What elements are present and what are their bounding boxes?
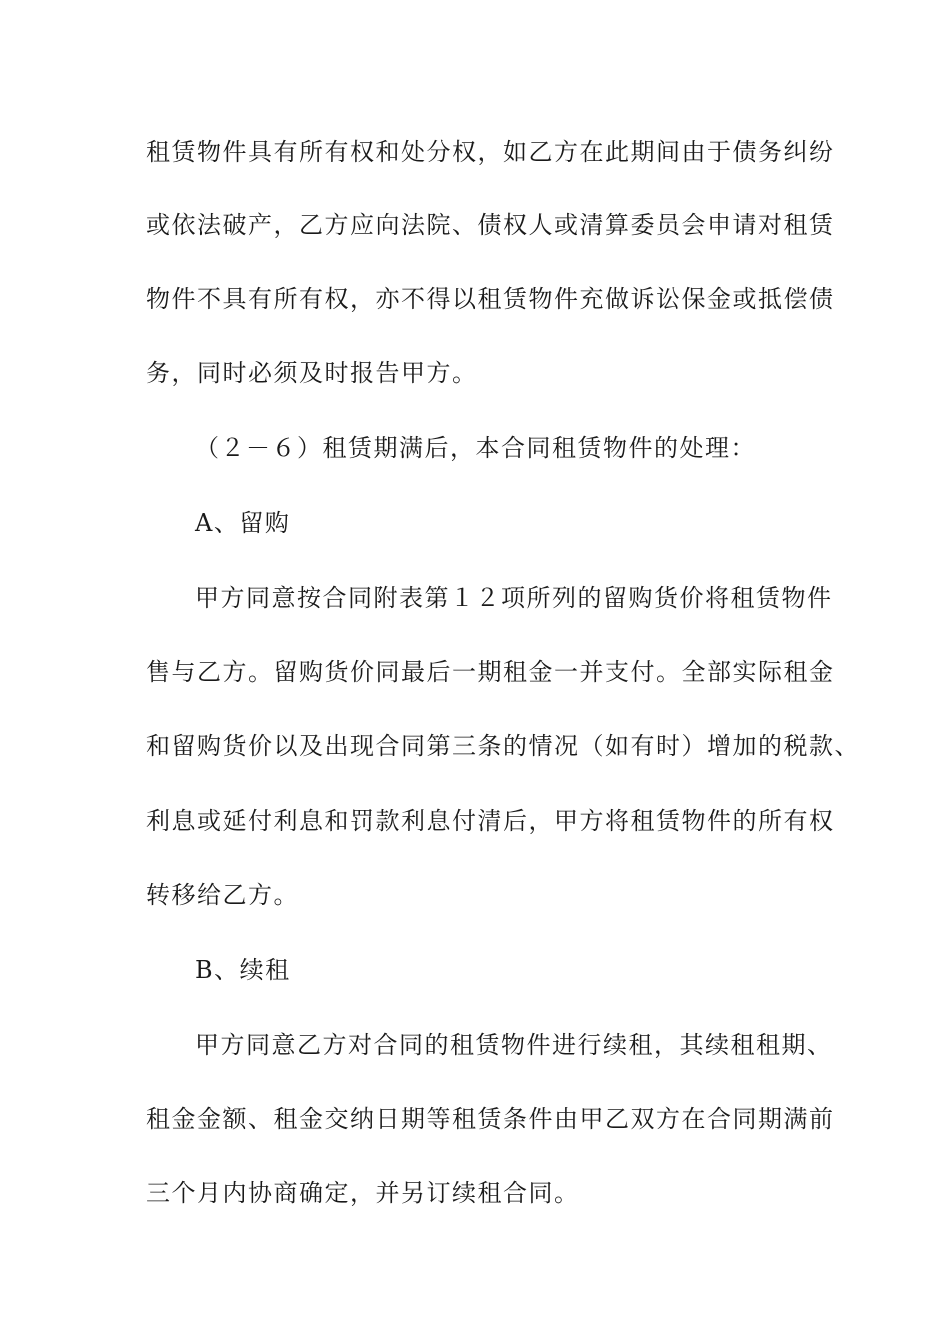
paragraph-line: 物件不具有所有权，亦不得以租赁物件充做诉讼保金或抵偿债 <box>146 285 835 313</box>
paragraph-line: 三个月内协商确定，并另订续租合同。 <box>146 1179 580 1207</box>
subsection-heading: B、续租 <box>195 956 291 984</box>
paragraph-line: 务，同时必须及时报告甲方。 <box>146 359 478 387</box>
subsection-heading: A、留购 <box>195 509 291 537</box>
section-heading: （２－６）租赁期满后，本合同租赁物件的处理： <box>195 434 756 462</box>
paragraph-line: 转移给乙方。 <box>146 881 299 909</box>
paragraph-line: 利息或延付利息和罚款利息付清后，甲方将租赁物件的所有权 <box>146 807 835 835</box>
paragraph-line: 甲方同意按合同附表第１２项所列的留购货价将租赁物件 <box>195 584 833 612</box>
paragraph-line: 和留购货价以及出现合同第三条的情况（如有时）增加的税款、 <box>146 732 860 760</box>
paragraph-line: 甲方同意乙方对合同的租赁物件进行续租，其续租租期、 <box>195 1031 833 1059</box>
paragraph-line: 或依法破产，乙方应向法院、债权人或清算委员会申请对租赁 <box>146 211 835 239</box>
paragraph-line: 售与乙方。留购货价同最后一期租金一并支付。全部实际租金 <box>146 658 835 686</box>
paragraph-line: 租赁物件具有所有权和处分权，如乙方在此期间由于债务纠纷 <box>146 138 835 166</box>
paragraph-line: 租金金额、租金交纳日期等租赁条件由甲乙双方在合同期满前 <box>146 1105 835 1133</box>
